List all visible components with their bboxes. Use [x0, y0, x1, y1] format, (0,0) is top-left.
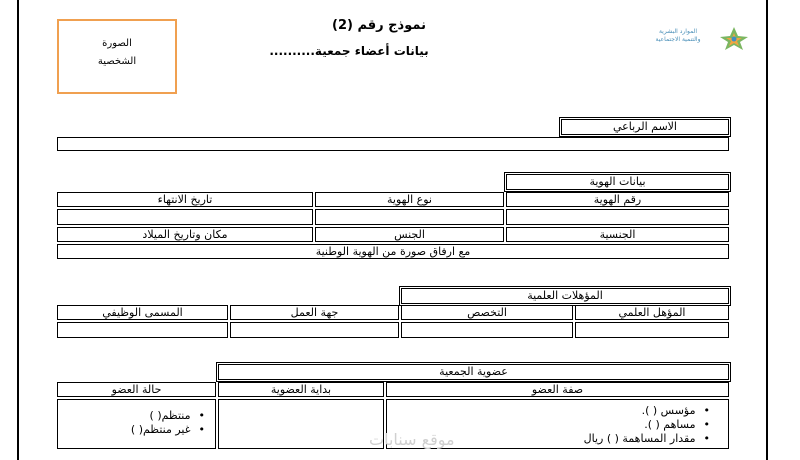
job-title-label: المسمى الوظيفي: [57, 305, 228, 320]
option-founder[interactable]: • مؤسس ( ).: [387, 404, 710, 418]
id-number-field[interactable]: [506, 209, 729, 225]
gender-label: الجنس: [315, 227, 504, 242]
qualifications-header: المؤهلات العلمية: [401, 288, 729, 304]
id-type-field[interactable]: [315, 209, 504, 225]
expiry-date-field[interactable]: [57, 209, 313, 225]
member-status-options: [57, 399, 216, 449]
logo-mark-icon: [714, 25, 754, 51]
birth-place-date-label: مكان وتاريخ الميلاد: [57, 227, 313, 242]
photo-label-line1: الصورة: [102, 38, 132, 49]
option-contributor[interactable]: • مساهم ( ).: [387, 418, 710, 432]
job-title-field[interactable]: [57, 322, 228, 338]
logo-text-line1: الموارد البشرية: [658, 28, 698, 35]
employer-label: جهة العمل: [230, 305, 399, 320]
specialization-field[interactable]: [401, 322, 573, 338]
form-subtitle: بيانات أعضاء جمعية..........: [269, 44, 429, 58]
nationality-label: الجنسية: [506, 227, 729, 242]
full-name-label: الاسم الرباعي: [561, 119, 729, 135]
id-type-label: نوع الهوية: [315, 192, 504, 207]
membership-header: عضوية الجمعية: [218, 364, 729, 380]
id-attachment-note: مع ارفاق صورة من الهوية الوطنية: [57, 244, 729, 259]
option-contribution-amount[interactable]: • مقدار المساهمة ( ) ريال: [387, 432, 710, 446]
ministry-logo: [644, 23, 754, 53]
employer-field[interactable]: [230, 322, 399, 338]
photo-label-line2: الشخصية: [97, 56, 137, 67]
qualification-label: المؤهل العلمي: [575, 305, 729, 320]
membership-start-field[interactable]: [218, 399, 384, 449]
photo-placeholder: [57, 19, 177, 94]
logo-text-line2: والتنمية الاجتماعية: [655, 36, 701, 43]
site-watermark: موقع سنابات: [369, 430, 455, 449]
membership-start-label: بداية العضوية: [218, 382, 384, 397]
option-regular[interactable]: • منتظم( ): [95, 409, 205, 423]
id-number-label: رقم الهوية: [506, 192, 729, 207]
specialization-label: التخصص: [401, 305, 573, 320]
expiry-date-label: تاريخ الانتهاء: [57, 192, 313, 207]
form-page: [17, 0, 768, 460]
full-name-field[interactable]: [57, 137, 729, 151]
form-number-title: نموذج رقم (2): [332, 18, 426, 33]
qualification-field[interactable]: [575, 322, 729, 338]
option-irregular[interactable]: • غير منتظم( ): [95, 423, 205, 437]
id-section-header: بيانات الهوية: [506, 174, 729, 190]
member-type-label: صفة العضو: [386, 382, 729, 397]
member-status-label: حالة العضو: [57, 382, 216, 397]
